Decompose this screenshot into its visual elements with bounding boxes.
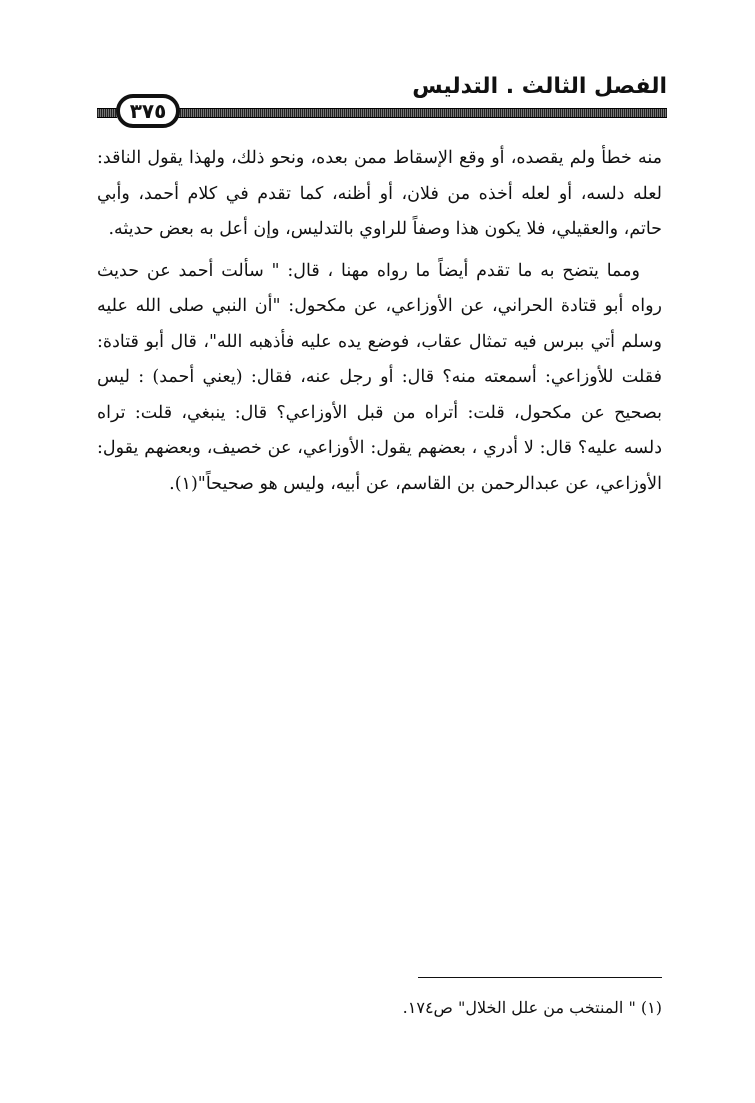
paragraph: منه خطأ ولم يقصده، أو وقع الإسقاط ممن بعده، ونحو ذلك، ولهذا يقول الناقد: لعله دلسه، أو لعله أخذه من فلان، أو أظنه، كما تقدم في كلام أحمد، وأبي حاتم، والعقيلي، فلا يكون هذا وصفاً للراوي بالتدليس، وإن أعل به بعض حديثه. [97, 148, 662, 239]
footnote-separator [418, 977, 662, 978]
header-rule [178, 108, 667, 118]
page-number-badge [116, 94, 180, 128]
page-number: ٣٧٥ [129, 99, 167, 123]
header-rule-left [97, 108, 117, 118]
paragraph: ومما يتضح به ما تقدم أيضاً ما رواه مهنا ، قال: " سألت أحمد عن حديث رواه أبو قتادة الحراني، عن الأوزاعي، عن مكحول: "أن النبي صلى الله عليه وسلم أتي ببرس فيه تمثال عقاب، فوضع يده عليه فأذهبه الله"، قال أبو قتادة: فقلت للأوزاعي: أسمعته منه؟ قال: أو رجل عنه، فقال: (يعني أحمد) : ليس بصحيح عن مكحول، قلت: أتراه من قبل الأوزاعي؟ قال: ينبغي، قلت: تراه دلسه عليه؟ قال: لا أدري ، بعضهم يقول: الأوزاعي، عن خصيف، وبعضهم يقول: الأوزاعي، عن عبدالرحمن بن القاسم، عن أبيه، وليس هو صحيحاً"(١). [97, 260, 662, 494]
body-text [97, 141, 662, 502]
footnote: (١) " المنتخب من علل الخلال" ص١٧٤. [402, 998, 662, 1017]
chapter-title: الفصل الثالث . التدليس [412, 74, 667, 99]
